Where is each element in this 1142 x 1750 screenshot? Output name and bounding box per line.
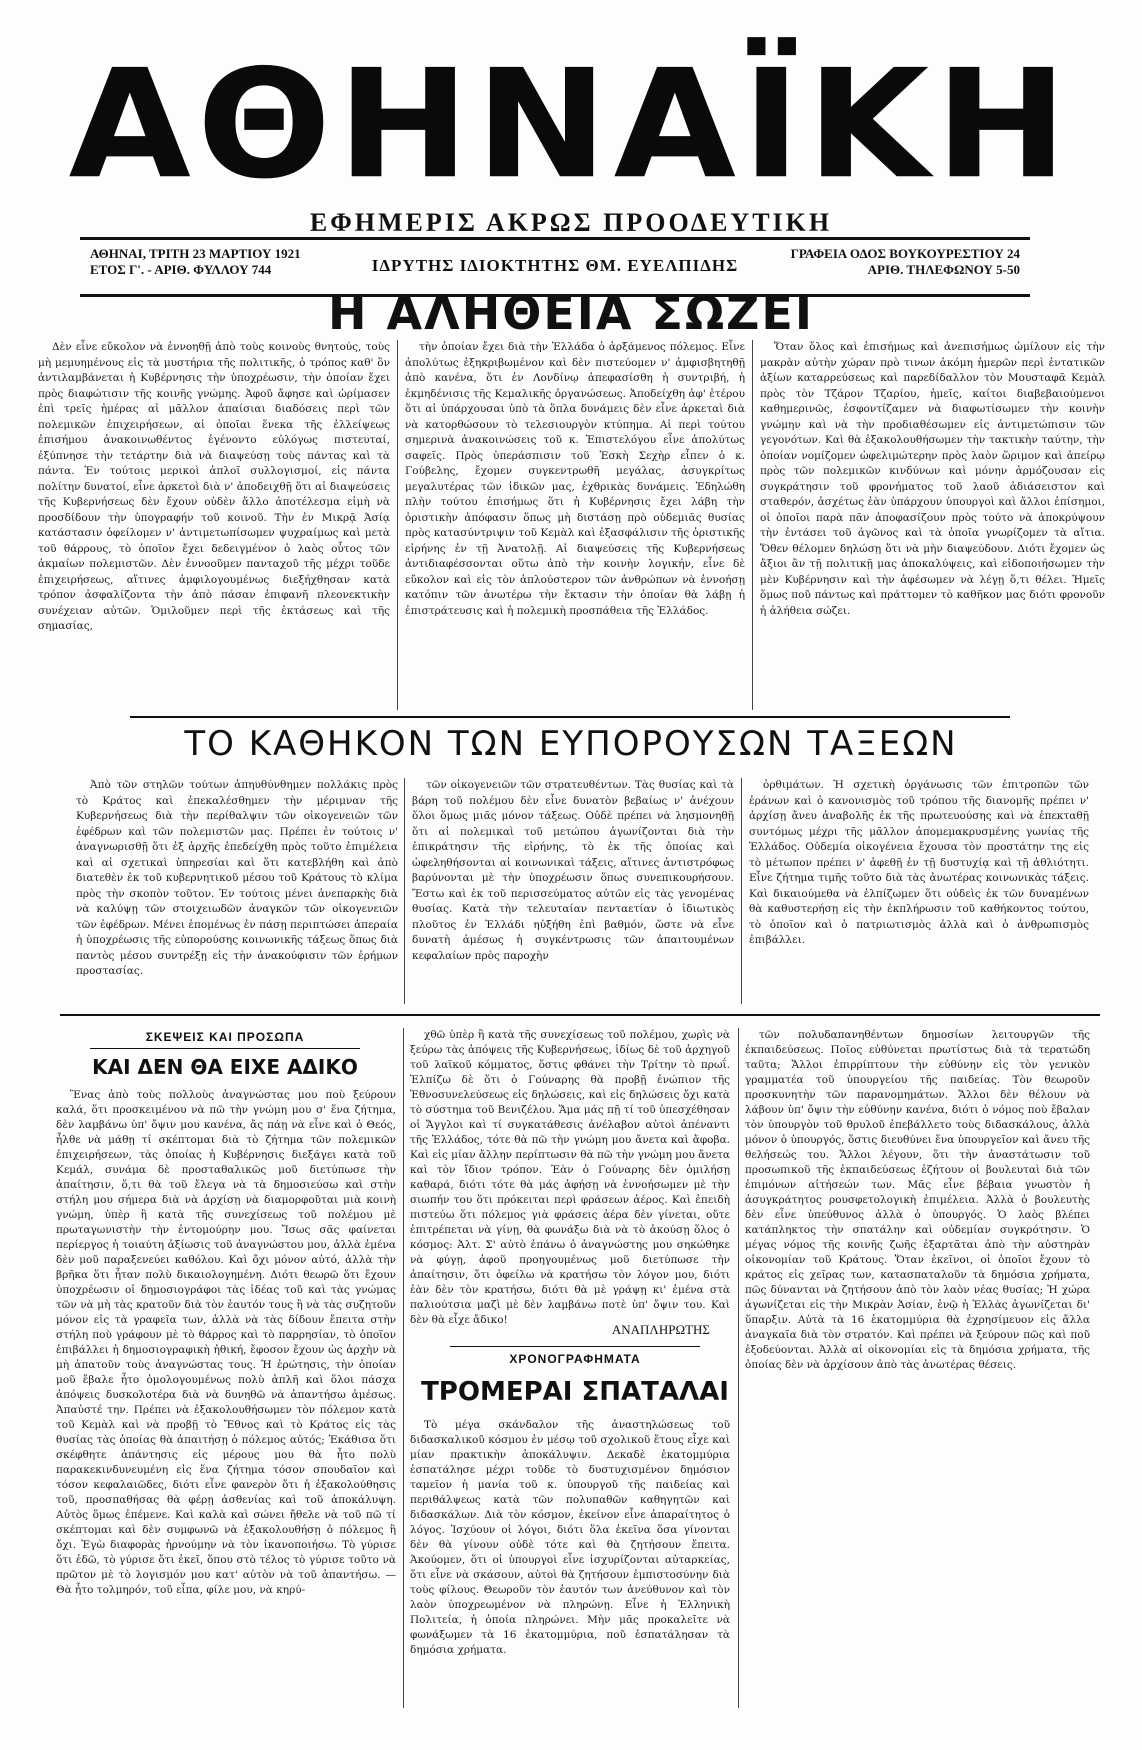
article1-column-2 (405, 340, 745, 712)
article2-column-2 (412, 778, 734, 1006)
kicker-rule (450, 1346, 700, 1347)
newspaper-subtitle: ΕΦΗΜΕΡΙΣ ΑΚΡΩΣ ΠΡΟΟΔΕΥΤΙΚΗ (309, 208, 833, 237)
headline-main: Η ΑΛΗΘΕΙΑ ΣΩΖΕΙ (328, 286, 814, 340)
column-kicker: ΣΚΕΨΕΙΣ ΚΑΙ ΠΡΟΣΩΠΑ (145, 1030, 305, 1044)
column-divider (752, 340, 753, 710)
chronography-column-2 (745, 1028, 1090, 1708)
newspaper-title: ΑΘΗΝΑΪΚΗ (68, 37, 1074, 213)
article2-text-1: Ἀπὸ τῶν στηλῶν τούτων ἀπηυθύνθημεν πολλάκις πρὸς τὸ Κράτος καὶ ἐπεκαλέσθημεν τὴν μέριμναν τῆς Κυβερνήσεως διὰ τὴν περίθαλψιν τῶν οἰκογενειῶν τῶν ἐφέδρων καὶ τῶν πολεμιστῶν μας. Πρέπει ἐν τούτοις ν' ἀναγνωρισθῇ ὅτι ἐξ ἀρχῆς ἐπεδείχθη πρὸς τοῦτο ἐπιμέλεια καὶ αἱ σχετικαὶ ὑπηρεσίαι καὶ ὅτι κατεβλήθη καὶ ἀπὸ διατεθὲν ἐκ τοῦ κυβερνητικοῦ μέσου τοῦ Κράτους τὸ κλίμα πρὸς τὴν σκοπὸν τοῦτον. Ἐν τούτοις μένει ἀνεπαρκὴς διὰ νὰ καλύψῃ τῶν στοιχειωδῶν ἀναγκῶν τῶν οἰκογενειῶν τῶν ἐφέδρων. Μένει ἑπομένως ἐν πάσῃ περιπτώσει ἀπεραία ἡ ὑποχρέωσις τῆς εὐπορούσης κοινωνικῆς τάξεως ὅπως διὰ παντὸς μέσου συντρέξῃ εἰς τὴν ἀνακούφισιν τῶν ἐρήμων προστασίας. (76, 779, 398, 977)
column-piece-column-1 (56, 1088, 396, 1688)
masthead (0, 37, 1142, 238)
office-block (791, 246, 1020, 278)
founder-line: ΙΔΡΥΤΗΣ ΙΔΙΟΚΤΗΤΗΣ ΘΜ. ΕΥΕΛΠΙΔΗΣ (371, 256, 739, 275)
issue-number: ΕΤΟΣ Γ'. - ΑΡΙΘ. ΦΥΛΛΟΥ 744 (90, 262, 272, 277)
article1-column-1 (38, 340, 390, 712)
kicker-rule (90, 1048, 360, 1049)
column-divider (403, 1028, 404, 1708)
article2-text-3: ὁρθιμάτων. Ἡ σχετικὴ ὀργάνωσις τῶν ἐπιτροπῶν τῶν ἐράνων καὶ ὁ κανονισμὸς τοῦ τρόπου τῆς διανομῆς πρέπει ν' ἀρχίσῃ ἄνευ ἀναβολῆς ἐκ τῆς πρωτευούσης καὶ νὰ ἐπεκταθῇ συντόμως μέχρι τῆς μᾶλλον ἀπομεμακρυσμένης γωνίας τῆς Ἑλλάδος. Οὐδεμία οἰκογένεια ἔχουσα τὸν προστάτην της εἰς τὸ μέτωπον πρέπει ν' ἀφεθῇ ἐν τῇ δυστυχίᾳ καὶ τῇ ἀθλιότητι. Εἶνε ζήτημα τιμῆς τοῦτο διὰ τὰς ἀνωτέρας κοινωνικὰς τάξεις. Καὶ δικαιούμεθα νὰ ἐλπίζωμεν ὅτι οὐδεὶς ἐκ τῶν δυναμένων θὰ καθυστερήσῃ εἰς τὴν ἐκπλήρωσιν τοῦ καθήκοντος τούτου, τὸ ὁποῖον καὶ ὁ πατριωτισμὸς ἀλλὰ καὶ ὁ ἀνθρωπισμὸς ἐπιβάλλει. (749, 779, 1089, 946)
article1-text-3: Ὅταν ὅλος καὶ ἐπισήμως καὶ ἀνεπισήμως ὡμίλουν εἰς τὴν μακρὰν αὐτὴν χώραν πρὸ τινων ἀκόμη ἡμερῶν περὶ ἐντατικῶν ἀξίων καταρρεύσεως καὶ παρεδίδαλλον τὸν Μουσταφᾶ Κεμὰλ πρὸς τὸν Τζάρον Τζαρίου, ἡμεῖς, καίτοι διαβεβαιούμενοι καθημερινῶς, ἐσφοντίζαμεν νὰ διαφωτίσωμεν τὴν κοινὴν γνώμην καὶ νὰ τὴν προδιαθέσωμεν εἰς ἀντιμετώπισιν τῶν γεγονότων. Καὶ θὰ ἐξακολουθήσωμεν τὴν τακτικὴν ταύτην, τὴν ὁποίαν νομίζομεν ὠφελιμώτερην πρὸς λαὸν ὥριμον καὶ ἀπείρῳ πρὸς τῶν πολεμικῶν κινδύνων καὶ μόνην ἁρμόζουσαν εἰς συγκράτησιν τοῦ φρονήματος τοῦ λαοῦ ἀδιάσειστον καὶ σταθερόν, ἀσχέτως ἐὰν ὑπάρχουν ὑπουργοὶ καὶ ἄλλοι ἐπίσημοι, οἱ ὁποῖοι παρὰ πᾶν ἀποφασίζουν πρὸς τούτο νὰ ἀποκρύψουν τὴν ἐντάσει τοῦ ἀγῶνος καὶ τὰ ὁποῖα γνωρίζομεν τὰ αἴτια. Ὅθεν θέλομεν δηλώσῃ ὅτι νὰ μὴν διαψεύδουν. Διότι ἔχομεν ὡς ἄξιοι ἂν τῇ πολιτικῇ μας ἀποκαλύψεις, καὶ εἰδοποιήσωμεν τὴν μὲν Κυβέρνησιν καὶ τὴν ἀφέσωμεν νὰ λέγῃ ὅ,τι θέλει. Ἡμεῖς ὅμως ποῦ πάντως καὶ πράττομεν τὸ καθῆκον μας διότι φρονοῦν ἡ ἀλήθεια σώζει. (760, 341, 1105, 617)
column-divider (397, 340, 398, 710)
column-headline: ΚΑΙ ΔΕΝ ΘΑ ΕΙΧΕ ΑΔΙΚΟ (92, 1055, 358, 1079)
column-piece-column-2 (410, 1028, 730, 1326)
article1-text-1: Δὲν εἶνε εὔκολον νὰ ἐννοηθῇ ἀπὸ τοὺς κοινοὺς θνητούς, τοὺς μὴ μεμυημένους εἰς τὰ μυστήρια τῆς πολιτικῆς, ὁ τρόπος καθ' ὃν ἀντιλαμβάνεται ἡ Κυβέρνησις τὴν ὑποχρέωσιν, τὴν ὁποίαν ἔχει πρὸς διαφώτισιν τῆς κοινῆς γνώμης. Ἀφοῦ ἄφησε καὶ ὡρίμασεν ἐπὶ τρεῖς ἡμέρας αἱ μᾶλλον ἀπαίσιαι διαδόσεις περὶ τῶν πολεμικῶν ἐπιχειρήσεων, αἱ ὁποῖαι ἕνεκα τῆς ἐλλείψεως ἐπισήμου ἀνακοινωθέντος ἐγένοντο εὐλόγως πιστευταί, ἐξύπνησε τὴν τετάρτην διὰ νὰ διαψεύσῃ τοὺς πάντας καὶ τὰ πάντα. Ἐν τούτοις μερικοὶ ἁπλοῖ συλλογισμοί, εἰς πάντα πολίτην δυνατοί, εἶνε ἀρκετοὶ διὰ ν' ἀποδειχθῇ ὅτι αἱ διαψεύσεις τῆς Κυβερνήσεως δὲν ἔχουν οὐδὲν ἄλλο ἀποτέλεσμα εἰμὴ νὰ προσδίδουν τὴν ὑπογραφήν τοῦ κοινοῦ. Τὴν ἐν Μικρᾷ Ἀσίᾳ κατάστασιν ὀφείλομεν ν' ἀντιμετωπίσωμεν ψυχραίμως καὶ μετὰ τοῦ θάρρους, τὸ ὁποῖον ἔχει δεδειγμένον ὁ λαὸς οὗτος τῶν ἀκμαίων πολεμιστῶν. Δὲν ἐννοοῦμεν πανταχοῦ τῆς μέχρι τοῦδε ἐπιχειρήσεως, αἵτινες ἀμφιλογουμένως διεξήχθησαν κατὰ τρόπον ἀσφαλίζοντα τὴν ἀπὸ πάσαν ἐπιφανῆ πλεονεκτικὴν συνέχειαν αὐτῶν. Ὁμιλοῦμεν περὶ τῆς ἐκτάσεως καὶ τῆς σημασίας, (38, 341, 390, 632)
section-rule (60, 1014, 1100, 1016)
issue-date: ΑΘΗΝΑΙ, ΤΡΙΤΗ 23 ΜΑΡΤΙΟΥ 1921 (90, 246, 301, 261)
article1-column-3 (760, 340, 1105, 712)
article1-text-2: τὴν ὁποίαν ἔχει διὰ τὴν Ἑλλάδα ὁ ἀρξάμενος πόλεμος. Εἶνε ἀπολύτως ἐξηκριβωμένον καὶ δὲν πιστεύομεν ν' ἀμφισβητηθῇ ἀπὸ κανένα, ὅτι ἐν Λονδίνῳ ἀπεφασίσθη ἡ συντριβή, ἡ ἐκμηδένισις τῆς Κεμαλικῆς ὀργανώσεως. Ἀποδείχθη ἀφ' ἑτέρου ὅτι αἱ ὑπάρχουσαι ὑπὸ τὰ ὅπλα δυνάμεις δὲν εἶνε ἀρκεταὶ διὰ νὰ κατορθώσουν τὸ τελεσιουργὸν κτύπημα. Αἱ περὶ τούτου σημερινὰ ἀνακοινώσεις τοῦ κ. Ἐπιστελόγου εἶνε ἀπολύτως σαφεῖς. Πρὸς ὑπεράσπισιν τοῦ Ἐσκὴ Σεχὴρ εἶπεν ὁ κ. Γούβελης, ἔχομεν συγκεντρωθῆ μεγάλας, ἀσυγκρίτως μεγαλυτέρας τῶν ἰδικῶν μας, ἐχθρικὰς δυνάμεις. Ἐδηλώθη πλὴν τούτου ἐπισήμως ὅτι ἡ Κυβέρνησις ἔχει λάβη τὴν ὁριστικὴν ἀπόφασιν ὅπως μὴ διστάσῃ πρὸ οὐδεμιᾶς θυσίας πρὸς κατασύντριψιν τοῦ Κεμὰλ καὶ ἐξασφάλισιν τῆς ὁριστικῆς εἰρήνης ἐν τῇ Ἀνατολῇ. Αἱ διαψεύσεις τῆς Κυβερνήσεως ἀντιδιαφέσσονται οὕτω ἀπὸ τὴν κοινὴν λογικήν, εἶνε δὲ εὔκολον καὶ εἰς τὸν ἁπλούστερον τῶν ἀνθρώπων νὰ ἐννοήσῃ κατόπιν τῶν ἀνωτέρω τὴν ἔκτασιν τὴν ὁποίαν θὰ λάβῃ ἡ ἐπιστράτευσις καὶ ἡ πολεμικὴ προσπάθεια τῆς Ἑλλάδος. (405, 341, 745, 617)
chronography-kicker: ΧΡΟΝΟΓΡΑΦΗΜΑΤΑ (509, 1352, 641, 1366)
headline-second: ΤΟ ΚΑΘΗΚΟΝ ΤΩΝ ΕΥΠΟΡΟΥΣΩΝ ΤΑΞΕΩΝ (184, 724, 958, 764)
chronography-text-1: Τὸ μέγα σκάνδαλον τῆς ἀναστηλώσεως τοῦ διδασκαλικοῦ κόσμου ἐν μέσῳ τοῦ σχολικοῦ ἔτους εἶχε καὶ μίαν πρακτικὴν ἀποκάλυψιν. Δεκαδὲ ἑκατομμύρια ἐσπατάλησε μέχρι τοῦδε τὸ δυστυχισμένον δημόσιον ταμεῖον ἡ μανία τοῦ κ. ὑπουργοῦ τῆς παιδείας καὶ περιθάλψεως κατὰ τῶν πολυπαθῶν καθηγητῶν καὶ διδασκάλων. Διὰ τὸν κόσμον, ἐκείνον εἶνε ἀπαραίτητος ὁ λόγος. Ἰσχύουν οἱ λόγοι, διότι ὅλα ἐκεῖνα ὅσα γίνονται δὲν θὰ γίνουν οὐδὲ τότε καὶ θὰ ζητήσουν ἔπειτα. Ἀκούομεν, ὅτι οἱ ὑπουργοὶ εἶνε ἰσχυρίζονται αὐταρκείας, ὅτι εἶνε νὰ σκάσουν, αὐτοὶ θὰ ζητήσουν ἐμπιστοσύνην διὰ τοὺς φίλους. Θεωροῦν τὸν ἑαυτόν των ἀνεύθυνον καὶ τὸν λαὸν ὑποχρεωμένον νὰ πληρώνῃ. Εἶνε ἡ Ἑλληνικὴ Πολιτεία, ἡ ὁποία πληρώνει. Μὴν μᾶς προκαλεῖτε νὰ φωνάξωμεν τὰ 16 ἑκατομμύρια, ποῦ ἐσπατάλησαν τὰ δημόσια χρήματα. (410, 1419, 730, 1656)
phone-number: ΑΡΙΘ. ΤΗΛΕΦΩΝΟΥ 5-50 (867, 262, 1020, 277)
office-address: ΓΡΑΦΕΙΑ ΟΔΟΣ ΒΟΥΚΟΥΡΕΣΤΙΟΥ 24 (790, 246, 1020, 261)
chronography-text-2: τῶν πολυδαπανηθέντων δημοσίων λειτουργῶν τῆς ἐκπαιδεύσεως. Ποῖος εὐθύνεται πρωτίστως διὰ τὰ τερατώδη ταῦτα; Ἄλλοι ἐπιρρίπτουν τὴν εὐθύνην εἰς τὸν γενικὸν γραμματέα τοῦ ὑπουργείου τῆς παιδείας. Τὸν θεωροῦν προσκυνητὴν τῶν παρανομημάτων. Ἄλλοι δὲν θέλουν νὰ λάβουν ὑπ' ὄψιν τὴν εὐθύνην κανένα, διότι ὁ νόμος ποὺ ἔβαλαν τὸν ὑπουργὸν τοῦ θρυλοῦ ἐπεβάλλετο τοὺς διδασκάλους, ἀλλὰ μόνον ὁ ὑπουργός, ὅστις διευθύνει ἕνα ὑπουργεῖον καὶ ἄνευ τῆς θελήσεώς του. Ἄλλοι λέγουν, ὅτι τὴν ἀναστάτωσιν τοῦ προσωπικοῦ τῆς ἐκπαιδεύσεως ἐζήτουν οἱ βουλευταὶ διὰ τῶν ἐπιμόνων αἰτήσεών των. Μᾶς εἶνε βέβαια γνωστὸν ἡ ἀσυγκράτητος ρουσφετολογικὴ ἐπιμέλεια. Ἀλλὰ ὁ βουλευτὴς δὲν εἶνε ὑπεύθυνος ἀλλὰ ὁ ὑπουργός. Ὁ λαὸς βλέπει κατάπληκτος τὴν σπατάλην καὶ οὐδεμίαν συγκρότησιν. Ὁ μέγας νόμος τῆς κοινῆς ζωῆς ἐξαρτᾶται ἀπὸ τὴν αὐστηρὰν οἰκονομίαν τοῦ Κράτους. Ὅταν ἐκεῖνοι, οἱ ὁποῖοι ἔχουν τὸ κράτος εἰς χεῖρας των, κατασπαταλοῦν τὰ δημόσια χρήματα, πῶς δύνανται νὰ ζητήσουν ἀπὸ τὸν λαὸν νέας θυσίας; Ἡ χώρα ἀγωνίζεται εἰς τὴν Μικρὰν Ἀσίαν, ἐνῷ ἡ Ἑλλὰς ἀγωνίζεται δι' ὕπαρξιν. Αὐτὰ τὰ 16 ἑκατομμύρια θὰ ἐχρησίμευον εἰς ἄλλα ἀναγκαῖα διὰ τὸν στρατόν. Καὶ πρέπει νὰ ξεύρουν πῶς καὶ ποῦ ἐξοδεύονται. Ἀλλὰ αἱ οἰκονομίαι εἰς τὰ δημόσια χρήματα, τῆς ὁποίας δὲν νὰ ἀρχίσουν ἀπὸ τὰς ἀνωτέρας θέσεις. (745, 1029, 1090, 1371)
article2-text-2: τῶν οἰκογενειῶν τῶν στρατευθέντων. Τὰς θυσίας καὶ τὰ βάρη τοῦ πολέμου δὲν εἶνε δυνατὸν βεβαίως ν' ἀνέχουν ὅλοι ὅμως μιᾶς μόνον τάξεως. Οὐδὲ πρέπει νὰ λησμονηθῇ ὅτι αἱ πολεμικαὶ τοῦ μετώπου ἀγωνίζονται διὰ τὴν ἐπικράτησιν τῆς εἰρήνης, τὸ ἐκ τῆς ὁποίας καὶ ὠφεληθήσονται αἱ κοινωνικαὶ τάξεις, αἵτινες ἀντιστρόφως βαρύνονται μὲ τὴν ὑποχρέωσιν ὅπως συνεπικουρήσουν. Ἔστω καὶ ἐκ τοῦ περισσεύματος αὐτῶν εἰς τὰς γενομένας θυσίας. Κατὰ τὴν τελευταίαν πενταετίαν ὁ ἰδιωτικὸς πλοῦτος ἐν Ἑλλάδι ηὐξήθη ἐπὶ βαθμόν, ὥστε νὰ εἶνε δυνατὴ ἀμέσως ἡ συγκέντρωσις τῶν ἀπαιτουμένων κεφαλαίων πρὸς παροχὴν (412, 779, 734, 962)
chronography-headline: ΤΡΟΜΕΡΑΙ ΣΠΑΤΑΛΑΙ (421, 1377, 729, 1407)
column-divider (741, 778, 742, 1004)
column-divider (738, 1028, 739, 1708)
section-rule (130, 716, 1010, 718)
column-signature: ΑΝΑΠΛΗΡΩΤΗΣ (611, 1322, 710, 1337)
article2-column-1 (76, 778, 398, 1006)
article2-column-3 (749, 778, 1089, 1006)
chronography-column-1 (410, 1418, 730, 1708)
column-piece-text-2: χθῶ ὑπὲρ ἢ κατὰ τῆς συνεχίσεως τοῦ πολέμου, χωρὶς νὰ ξεύρω τὰς ἀπόψεις τῆς Κυβερνήσεως, ἰδίως δὲ τοῦ ἀρχηγοῦ τοῦ λαϊκοῦ κόμματος, ὅστις φθάνει τὴν Τρίτην τὸ πρωΐ. Ἐλπίζω δὲ ὅτι ὁ Γούναρης θὰ προβῇ ἐνώπιον τῆς Ἐθνοσυνελεύσεως εἰς δηλώσεις, καὶ εἰς δηλώσεις ὄχι κατὰ τὸ σύστημα τοῦ Βενιζέλου. Ἅμα μάς πῇ τί τοῦ ὑπεσχέθησαν οἱ Ἄγγλοι καὶ τί συγκατάθεσις ἀνέλαβον αὐτοὶ ἀπέναντι τῆς Ἑλλάδος, τότε θὰ πῶ τὴν γνώμη μου ἄνετα καὶ ἄφοβα. Καὶ εἰς μίαν ἄλλην περίπτωσιν θὰ πῶ τὴν γνώμη μου ἄνετα καὶ τὸν ἴδιον τρόπον. Ἐὰν ὁ Γούναρης δὲν ὁμιλήσῃ καθαρά, διότι τότε θὰ μάς ἀφήσῃ νὰ ἐννοήσωμεν μὲ τὴν σιωπήν του ὅτι πρόκειται περὶ φράσεων ἀέρος. Καὶ ἐπειδὴ πιστεύω ὅτι πόλεμος γιὰ φράσεις ἀέρα δὲν γίνεται, οὔτε ἐπιτρέπεται νὰ γίνῃ, θὰ φωνάξω διὰ νὰ τὸ ἀκούσῃ ὅλος ὁ κόσμος: Ἀλτ. Σ' αὐτὸ ἐπάνω ὁ ἀναγνώστης μου σηκώθηκε νὰ φύγῃ, ἀφοῦ προηγουμένως μοῦ διετύπωσε τὴν ἀπαίτησιν, ὅτι ὀφείλω νὰ κρατήσω τὸν λόγον μου, διότι ἐὰν δὲν τὸν κρατήσω, διότι θὰ μὲ γράψῃ κι' ἐμένα στὰ παλιούτσια μαζὶ μὲ δὲν λαμβάνω ποτὲ ὑπ' ὄψιν του. Καὶ δὲν θὰ εἶχε ἄδικο! (410, 1029, 730, 1326)
column-divider (404, 778, 405, 1004)
column-piece-text-1: Ἕνας ἀπὸ τοὺς πολλοὺς ἀναγνώστας μου ποὺ ξεύρουν καλά, ὅτι προσκειμένου νὰ πῶ τὴν γνώμη μου σ' ἕνα ζήτημα, δὲν λαμβάνω ὑπ' ὄψιν μου κανένα, ἄς πάῃ νὰ εἶνε καὶ ὁ Θεός, ἦλθε νὰ μάθῃ τί σκέπτομαι διὰ τὸ ζήτημα τῶν πολεμικῶν ἐπιχειρήσεων, τὰς ὁποίας ἡ Κυβέρνησις διεξάγει κατὰ τοῦ Κεμάλ, συνάμα δὲ προσταθαλικῶς μοῦ διετύπωσε τὴν ἀπαίτησιν, ὅ,τι θὰ τοῦ ἔλεγα νὰ τὰ δημοσιεύσω καὶ στὴν στήλη μου σήμερα διὰ νὰ ἀρχίσῃ νὰ διαμορφοῦται μιὰ κοινὴ γνώμη, ὑπὲρ ἢ κατὰ τῆς συνεχίσεως τοῦ πολέμου μὲ πρωταγωνιστὴν τὴν ἐντομούρην μου. Ἴσως σᾶς φαίνεται περίεργος ἡ τοιαύτη ἀξίωσις τοῦ ἀναγνώστου μου, ἀλλὰ ἐμένα δὲν μοῦ παραξενεύει καθόλου. Καὶ ὄχι μόνον αὐτό, ἀλλὰ τὴν βρῆκα ὅτι ἦταν πολὺ δικαιολογημένη. Διότι θεωρῶ ὅτι ἔχουν ὑποχρέωσιν οἱ δημοσιογράφοι τὰς ἰδέας τοῦ καὶ τὰς γνώμας τῶν νὰ μὴ τὰς κρατοῦν διὰ τὸν ἑαυτόν τους ἢ νὰ τὰς συζητοῦν μόνον εἰς τὰ γραφεῖα των, ἀλλὰ νὰ τὰς δίδουν ἔπειτα στὴν στήλη ποὺ γράφουν μὲ τὸ θάρρος καὶ τὸ παρρησίαν, τὸ ὁποῖον ἐπιβάλλει ἡ δημοσιογραφικὴ ἠθική, ἔφοσον ἔχουν ὡς ἀρχὴν νὰ μὴ ἀπατοῦν τοὺς ἀναγνώστας τους. Ἡ ἐρώτησις, τὴν ὁποίαν μοῦ ἔβαλε ἦτο ὁμολογουμένως πολὺ ἁπλῆ καὶ ὅλοι πάσχα ἀπόψεις δυσκολοτέρα διὰ νὰ δυνηθῶ νὰ ἀπαντήσω ἀμέσως. Ἀπαὐστέ την. Πρέπει νὰ ἐξακολουθήσωμεν τὸν πόλεμον κατὰ τοῦ Κεμὰλ καὶ νὰ προβῇ τὸ Ἔθνος καὶ τὸ Κράτος εἰς τὰς θυσίας τὰς ὁποίας θὰ ἀπαιτήσῃ ὁ πόλεμος αὐτός; Ἐκάθισα ὅτι σκέφθητε ἀπάντησις εἰς μέρους μου θὰ ἦτο πολὺ παρακεκινδυνευμένη εἰς ἕνα ζήτημα τόσον σπουδαῖον καὶ τόσον κεφαλαιῶδες, διότι εἶνε φανερὸν ὅτι ἡ ἐξακολούθησις τοῦ, προσπαθήσας θὰ φέρῃ ἀσθενίας καὶ τοῦ ἀποκάλυψη. Αὐτὸς ὅμως ἐπέμενε. Καὶ καλὰ καὶ σώνει ἤθελε νὰ τοῦ πῶ τί σκέπτομαι καὶ δὲν συμφωνῶ νὰ ἐξακολουθήσῃ ὁ πόλεμος ἢ ὄχι. Ἐγὼ διαφορὰς ἠρνούμην νὰ τὸν ἱκανοποιήσω. Τὸ γύρισε ὅτι ἐδῶ, τὸ γύρισε ὅτι ἐκεῖ, ὅπου στὸ τέλος τὸ γύρισε τοῦτο νὰ πρῶτον μὲ τὸ λογισμόν μου κατ' αὐτὸν νὰ τοῦ ἀπαντήσω. — Θὰ ἦτο τολμηρόν, τοῦ εἶπα, φίλε μου, νὰ κηρύ- (56, 1089, 396, 1596)
